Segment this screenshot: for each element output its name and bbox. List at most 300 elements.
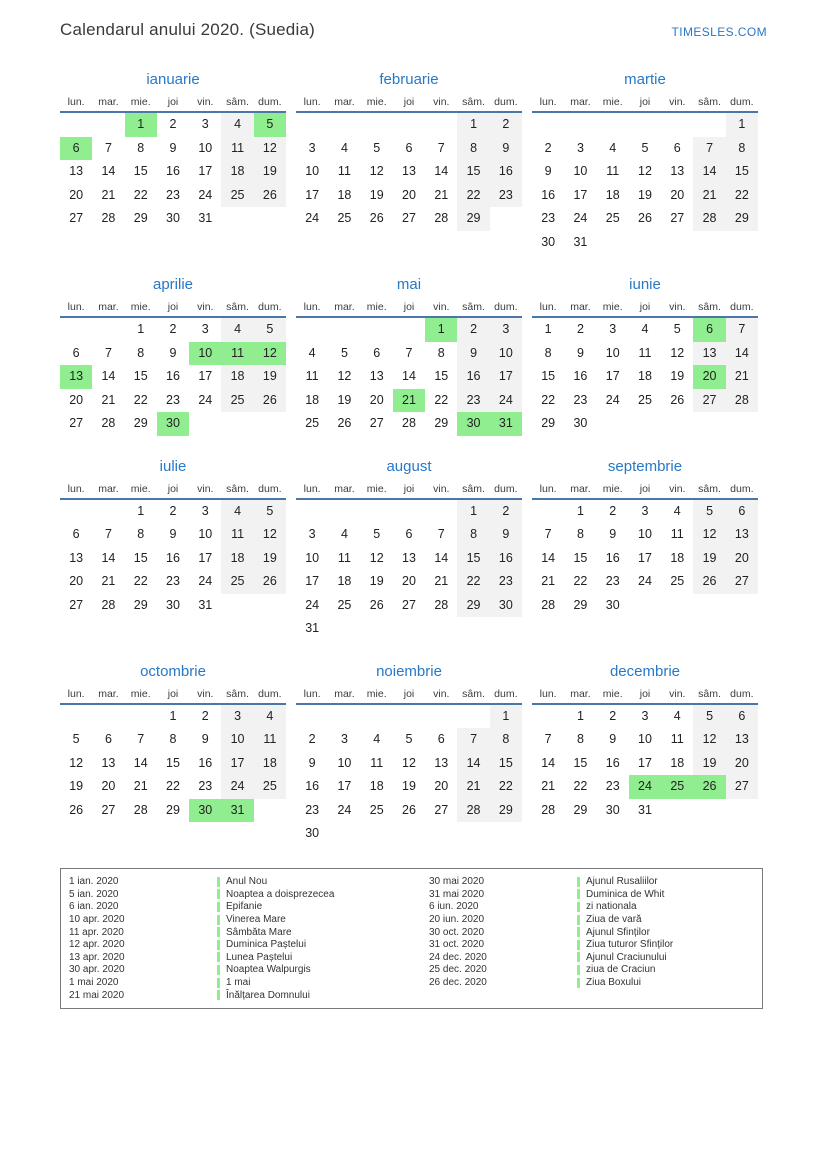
empty-cell (254, 594, 286, 618)
week-row (296, 207, 522, 231)
day-cell: 28 (541, 802, 556, 817)
day-cell: 27 (670, 211, 685, 225)
day-cell: 14 (541, 550, 556, 565)
day-cell: 22 (133, 574, 148, 588)
day-cell: 9 (169, 527, 177, 541)
day-cell: 18 (221, 365, 253, 389)
legend-holiday-name: Duminica de Whit (586, 888, 665, 900)
day-cell: 20 (69, 187, 84, 202)
weekday-header (532, 301, 758, 318)
weekday-label: mie. (602, 301, 623, 313)
empty-cell (425, 113, 457, 137)
empty-cell (490, 207, 522, 231)
legend-date: 10 apr. 2020 (69, 914, 125, 926)
day-cell: 8 (576, 527, 584, 541)
day-cell: 20 (434, 779, 449, 793)
week-row (532, 412, 758, 436)
month-noiembrie (296, 663, 522, 846)
day-cell: 18 (670, 755, 685, 770)
weekday-label: vin. (669, 482, 686, 495)
empty-cell (125, 705, 157, 729)
legend-holiday-name: Vinerea Mare (226, 914, 286, 926)
day-cell: 10 (305, 164, 320, 178)
day-cell: 3 (490, 318, 522, 342)
legend-row (429, 951, 762, 964)
legend-holiday-name: Noaptea a doisprezecea (226, 888, 335, 900)
week-row (60, 160, 286, 184)
month-title: februarie (379, 71, 439, 88)
day-cell: 6 (72, 527, 80, 541)
week-row (296, 113, 522, 137)
weekday-label: dum. (494, 482, 518, 495)
weekday-label: vin. (669, 687, 686, 700)
holiday-marker (217, 990, 220, 1000)
day-cell: 2 (308, 732, 316, 746)
day-cell: 13 (69, 550, 84, 565)
legend-date: 1 ian. 2020 (69, 876, 119, 888)
week-row (532, 389, 758, 413)
day-cell: 7 (104, 527, 112, 541)
day-cell: 14 (402, 369, 416, 383)
week-row (296, 500, 522, 524)
weekday-label: mie. (130, 482, 151, 495)
legend-holiday-name: Duminica Paștelui (226, 939, 307, 951)
legend-row (69, 913, 429, 926)
day-cell: 2 (490, 113, 522, 137)
empty-cell (393, 705, 425, 729)
day-cell: 14 (693, 160, 725, 184)
day-cell: 17 (605, 369, 620, 383)
legend-column-right (429, 876, 762, 1002)
legend-row (69, 964, 429, 977)
empty-cell (92, 500, 124, 524)
day-cell: 26 (337, 416, 352, 430)
day-cell: 20 (726, 547, 758, 571)
empty-cell (254, 207, 286, 231)
day-cell: 21 (101, 392, 116, 407)
holiday-marker (217, 965, 220, 975)
week-row (296, 523, 522, 547)
weekday-label: mie. (130, 301, 151, 313)
empty-cell (597, 231, 629, 255)
holiday-marker (217, 952, 220, 962)
day-cell: 10 (198, 140, 213, 155)
day-cell: 18 (221, 160, 253, 184)
week-row (60, 389, 286, 413)
day-cell: 6 (405, 140, 413, 155)
day-cell: 7 (405, 345, 413, 360)
empty-cell (726, 799, 758, 823)
legend-row (69, 888, 429, 901)
day-cell: 18 (337, 187, 352, 202)
weekday-label: dum. (258, 482, 282, 495)
day-cell: 14 (726, 342, 758, 366)
day-cell: 17 (573, 187, 588, 202)
day-cell: 28 (541, 597, 556, 612)
day-cell: 11 (305, 369, 319, 383)
weekday-label: lun. (67, 96, 85, 108)
day-cell: 26 (693, 570, 725, 594)
day-cell: 2 (490, 500, 522, 524)
day-cell: 4 (673, 708, 681, 723)
weekday-label: sâm. (462, 301, 485, 313)
week-row (532, 207, 758, 231)
day-cell: 4 (340, 140, 348, 155)
day-cell: 18 (605, 187, 620, 202)
day-cell: 13 (726, 728, 758, 752)
weekday-header (60, 688, 286, 705)
legend-date: 6 iun. 2020 (429, 901, 479, 913)
day-cell: 20 (726, 752, 758, 776)
empty-cell (328, 617, 360, 641)
day-cell: 4 (641, 322, 649, 336)
day-cell: 5 (254, 500, 286, 524)
day-cell: 24 (198, 187, 213, 202)
holiday-marker (217, 927, 220, 937)
month-title: ianuarie (146, 71, 200, 88)
week-row (60, 775, 286, 799)
week-row (296, 547, 522, 571)
weekday-label: sâm. (226, 687, 249, 700)
week-row (296, 184, 522, 208)
months-grid (60, 71, 763, 846)
empty-cell (457, 617, 489, 641)
day-cell: 5 (693, 500, 725, 524)
weekday-label: joi (639, 301, 651, 313)
day-cell: 25 (661, 775, 693, 799)
day-cell: 10 (638, 527, 652, 541)
month-iulie (60, 458, 286, 641)
weekday-label: vin. (197, 96, 214, 108)
month-title: aprilie (152, 276, 194, 293)
day-cell: 12 (369, 550, 384, 565)
legend-date: 31 oct. 2020 (429, 939, 485, 951)
day-cell: 25 (305, 416, 320, 430)
legend-row (69, 926, 429, 939)
day-cell: 29 (166, 802, 180, 817)
day-cell: 6 (72, 345, 80, 360)
day-cell: 3 (221, 705, 253, 729)
empty-cell (693, 231, 725, 255)
weekday-label: mar. (98, 96, 119, 108)
day-cell: 17 (490, 365, 522, 389)
day-cell: 28 (434, 211, 449, 225)
day-cell: 19 (402, 779, 416, 793)
day-cell: 3 (641, 708, 649, 723)
day-cell: 23 (490, 184, 522, 208)
week-row (296, 705, 522, 729)
day-cell: 30 (457, 412, 489, 436)
day-cell: 6 (693, 318, 725, 342)
day-cell: 30 (166, 211, 180, 225)
empty-cell (328, 705, 360, 729)
day-cell: 1 (726, 113, 758, 137)
day-cell: 15 (726, 160, 758, 184)
day-cell: 8 (726, 137, 758, 161)
weekday-label: vin. (433, 482, 450, 495)
day-cell: 21 (726, 365, 758, 389)
week-row (532, 500, 758, 524)
empty-cell (425, 822, 457, 846)
day-cell: 12 (693, 523, 725, 547)
day-cell: 2 (457, 318, 489, 342)
empty-cell (564, 113, 596, 137)
day-cell: 26 (369, 597, 384, 612)
empty-cell (189, 412, 221, 436)
weekday-label: vin. (433, 687, 450, 700)
legend-holiday-name: Anul Nou (226, 876, 268, 888)
weekday-label: sâm. (226, 301, 249, 313)
week-row (532, 318, 758, 342)
day-cell: 13 (60, 365, 92, 389)
day-cell: 12 (254, 137, 286, 161)
week-row (296, 570, 522, 594)
legend-holiday-name: ziua de Craciun (586, 964, 656, 976)
day-cell: 19 (369, 187, 384, 202)
weekday-label: joi (167, 482, 179, 495)
day-cell: 21 (693, 184, 725, 208)
weekday-label: joi (403, 301, 415, 313)
week-row (60, 412, 286, 436)
empty-cell (60, 113, 92, 137)
day-cell: 3 (609, 322, 617, 336)
weekday-label: mar. (334, 687, 355, 700)
day-cell: 27 (726, 775, 758, 799)
day-cell: 27 (402, 597, 416, 612)
day-cell: 17 (337, 779, 352, 793)
day-cell: 18 (369, 779, 384, 793)
empty-cell (693, 799, 725, 823)
weekday-label: mie. (602, 687, 623, 700)
day-cell: 13 (402, 550, 416, 565)
day-cell: 12 (402, 755, 416, 770)
day-cell: 31 (490, 412, 522, 436)
day-cell: 7 (544, 732, 552, 746)
empty-cell (254, 412, 286, 436)
week-row (532, 547, 758, 571)
month-title: iunie (629, 276, 661, 293)
day-cell: 12 (638, 164, 652, 178)
weekday-label: mie. (366, 482, 387, 495)
empty-cell (726, 594, 758, 618)
day-cell: 24 (638, 574, 652, 588)
week-row (60, 523, 286, 547)
day-cell: 1 (137, 322, 145, 336)
day-cell: 27 (69, 416, 84, 430)
empty-cell (661, 412, 693, 436)
day-cell: 17 (198, 164, 213, 178)
page-title: Calendarul anului 2020. (Suedia) (60, 20, 315, 39)
day-cell: 18 (670, 550, 685, 565)
week-row (532, 799, 758, 823)
empty-cell (597, 113, 629, 137)
empty-cell (661, 113, 693, 137)
day-cell: 11 (221, 137, 253, 161)
day-cell: 5 (254, 113, 286, 137)
week-row (532, 365, 758, 389)
weekday-label: sâm. (462, 482, 485, 495)
day-cell: 31 (573, 234, 588, 249)
weekday-header (532, 688, 758, 705)
weekday-label: dum. (730, 301, 754, 313)
day-cell: 29 (726, 207, 758, 231)
day-cell: 18 (221, 547, 253, 571)
day-cell: 9 (490, 523, 522, 547)
day-cell: 28 (101, 211, 116, 225)
day-cell: 30 (166, 597, 180, 612)
day-cell: 16 (305, 779, 320, 793)
day-cell: 1 (490, 705, 522, 729)
empty-cell (296, 318, 328, 342)
empty-cell (393, 500, 425, 524)
day-cell: 29 (434, 416, 449, 430)
weekday-label: joi (639, 482, 651, 495)
day-cell: 21 (541, 779, 556, 793)
day-cell: 10 (189, 342, 221, 366)
day-cell: 8 (457, 523, 489, 547)
day-cell: 11 (670, 527, 684, 541)
day-cell: 17 (305, 187, 320, 202)
legend-date: 30 mai 2020 (429, 876, 485, 888)
weekday-label: joi (403, 687, 415, 700)
legend-holiday-name: Ziua de vară (586, 914, 642, 926)
weekday-header (296, 688, 522, 705)
day-cell: 22 (490, 775, 522, 799)
day-cell: 12 (693, 728, 725, 752)
day-cell: 9 (609, 527, 617, 541)
day-cell: 2 (169, 322, 177, 336)
week-row (296, 137, 522, 161)
day-cell: 17 (638, 755, 652, 770)
empty-cell (328, 113, 360, 137)
week-row (532, 137, 758, 161)
day-cell: 4 (254, 705, 286, 729)
day-cell: 24 (305, 211, 320, 225)
day-cell: 4 (221, 500, 253, 524)
day-cell: 28 (726, 389, 758, 413)
week-row (60, 547, 286, 571)
week-row (532, 752, 758, 776)
day-cell: 14 (541, 755, 556, 770)
day-cell: 16 (490, 160, 522, 184)
day-cell: 13 (69, 164, 84, 178)
weekday-label: dum. (494, 687, 518, 700)
holiday-marker (577, 978, 580, 988)
weekday-label: lun. (303, 687, 321, 700)
day-cell: 13 (402, 164, 416, 178)
day-cell: 23 (166, 187, 180, 202)
day-cell: 11 (254, 728, 286, 752)
week-row (60, 799, 286, 823)
day-cell: 1 (457, 500, 489, 524)
empty-cell (490, 617, 522, 641)
day-cell: 1 (544, 322, 552, 336)
day-cell: 26 (369, 211, 384, 225)
day-cell: 6 (673, 140, 681, 155)
month-title: martie (624, 71, 666, 88)
month-ianuarie (60, 71, 286, 254)
week-row (60, 342, 286, 366)
week-row (60, 137, 286, 161)
holiday-marker (577, 965, 580, 975)
legend-holiday-name: Ziua tuturor Sfinților (586, 939, 674, 951)
day-cell: 1 (576, 708, 584, 723)
weekday-label: joi (639, 96, 651, 108)
day-cell: 8 (437, 345, 445, 360)
month-februarie (296, 71, 522, 254)
day-cell: 30 (490, 594, 522, 618)
holiday-marker (577, 927, 580, 937)
day-cell: 15 (457, 160, 489, 184)
legend-holiday-name: Sâmbăta Mare (226, 926, 292, 938)
day-cell: 19 (638, 187, 652, 202)
day-cell: 16 (166, 550, 180, 565)
day-cell: 14 (133, 755, 148, 770)
day-cell: 7 (544, 527, 552, 541)
holiday-marker (577, 940, 580, 950)
day-cell: 21 (434, 187, 449, 202)
day-cell: 14 (457, 752, 489, 776)
day-cell: 24 (490, 389, 522, 413)
day-cell: 9 (576, 345, 584, 360)
day-cell: 17 (305, 574, 320, 588)
weekday-label: mie. (130, 96, 151, 108)
empty-cell (693, 594, 725, 618)
day-cell: 6 (60, 137, 92, 161)
day-cell: 17 (198, 550, 213, 565)
day-cell: 28 (457, 799, 489, 823)
month-iunie (532, 276, 758, 436)
day-cell: 12 (254, 342, 286, 366)
legend-row (69, 989, 429, 1002)
day-cell: 9 (169, 140, 177, 155)
day-cell: 27 (402, 211, 416, 225)
day-cell: 19 (69, 779, 84, 793)
day-cell: 10 (305, 550, 320, 565)
weekday-label: dum. (730, 96, 754, 108)
day-cell: 8 (576, 732, 584, 746)
legend-box (60, 868, 763, 1010)
day-cell: 26 (693, 775, 725, 799)
day-cell: 14 (101, 550, 116, 565)
day-cell: 23 (490, 570, 522, 594)
day-cell: 28 (133, 802, 148, 817)
empty-cell (532, 500, 564, 524)
holiday-marker (217, 877, 220, 887)
day-cell: 28 (693, 207, 725, 231)
legend-date: 31 mai 2020 (429, 888, 485, 900)
day-cell: 19 (337, 392, 352, 407)
day-cell: 23 (305, 802, 320, 817)
day-cell: 26 (69, 802, 84, 817)
day-cell: 25 (337, 597, 352, 612)
day-cell: 8 (137, 140, 145, 155)
day-cell: 7 (693, 137, 725, 161)
day-cell: 7 (104, 345, 112, 360)
site-link[interactable]: TIMESLES.COM (671, 25, 767, 39)
day-cell: 26 (254, 389, 286, 413)
day-cell: 12 (69, 755, 84, 770)
day-cell: 19 (693, 547, 725, 571)
weekday-label: mie. (366, 301, 387, 313)
day-cell: 20 (69, 392, 84, 407)
legend-row (69, 876, 429, 889)
day-cell: 2 (609, 708, 617, 723)
empty-cell (296, 113, 328, 137)
month-aprilie (60, 276, 286, 436)
day-cell: 15 (490, 752, 522, 776)
month-title: octombrie (140, 662, 206, 680)
